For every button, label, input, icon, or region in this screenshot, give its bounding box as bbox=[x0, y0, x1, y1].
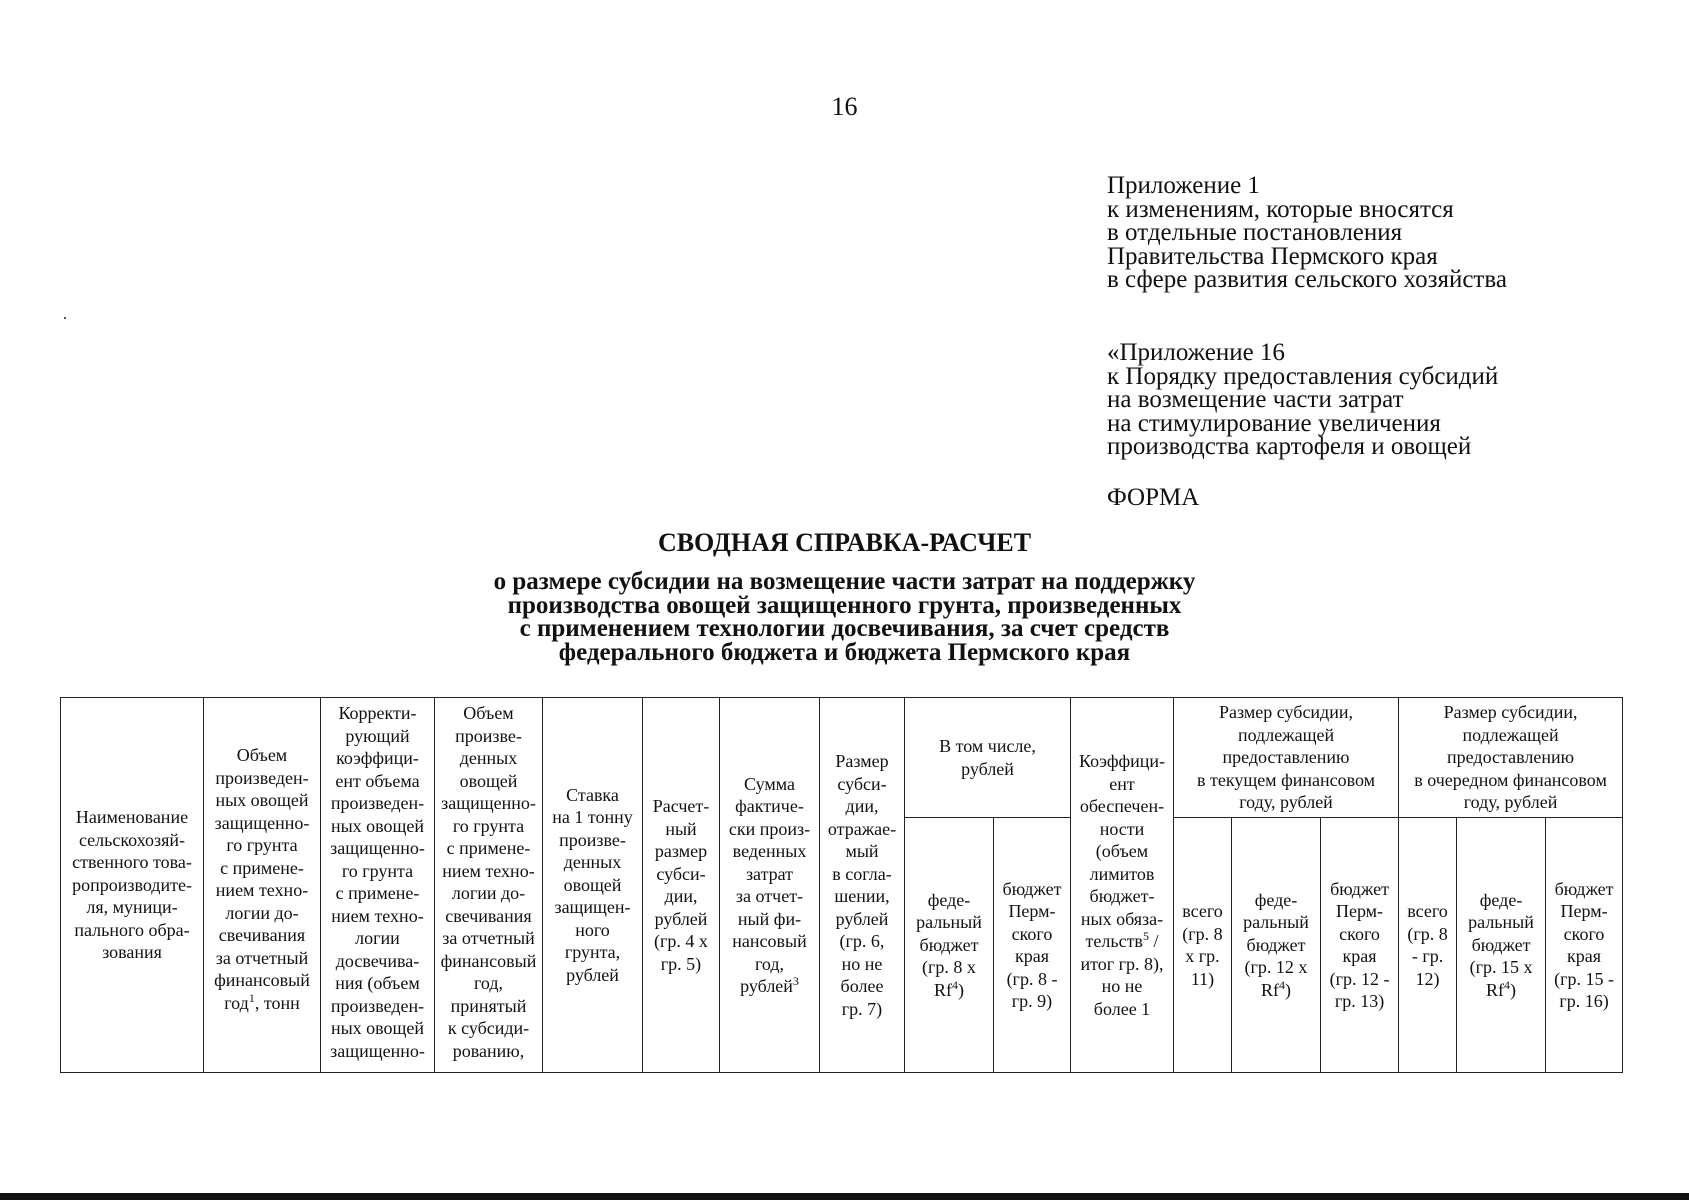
header-current-regional: бюджет Перм- ского края (гр. 12 - гр. 13) bbox=[1321, 818, 1399, 1073]
form-label: ФОРМА bbox=[1107, 484, 1200, 511]
calculation-table bbox=[60, 697, 1623, 1073]
header-rate-per-ton: Ставка на 1 тонну произве- денных овощей защищен- ного грунта, рублей bbox=[543, 698, 643, 1073]
header-volume-produced: Объем произведен- ных овощей защищенно- го грунта с примене- нием техно- логии до- свечивания за отчетный финансовый год$^1$, тонн bbox=[204, 698, 321, 1073]
header-subsidy-agreement: Размер субси- дии, отражае- мый в согла- шении, рублей (гр. 6, но не более гр. 7) bbox=[820, 698, 905, 1073]
header-calculated-subsidy: Расчет- ный размер субси- дии, рублей (гр. 4 х гр. 5) bbox=[643, 698, 720, 1073]
appendix-16-block: «Приложение 16 к Порядку предоставления субсидий на возмещение части затрат на стимулирование увеличения производства картофеля и овощей bbox=[1107, 339, 1499, 460]
header-correction-coefficient: Корректи- рующий коэффици- ент объема произведен- ных овощей защищенно- го грунта с примене- нием техно- логии досвечива- ния (объем произведен- ных овощей защищенно- bbox=[321, 698, 435, 1073]
header-regional-budget: бюджет Перм- ского края (гр. 8 - гр. 9) bbox=[994, 818, 1071, 1073]
header-next-total: всего (гр. 8 - гр. 12) bbox=[1399, 818, 1457, 1073]
appendix-1-block: Приложение 1 к изменениям, которые вносятся в отдельные постановления Правительства Пермского края в сфере развития сельского хозяйства bbox=[1107, 172, 1507, 293]
header-volume-accepted: Объем произве- денных овощей защищенно- го грунта с примене- нием техно- логии до- свечивания за отчетный финансовый год, принятый к субсиди- рованию, bbox=[435, 698, 543, 1073]
header-actual-costs: Сумма фактиче- ски произ- веденных затрат за отчет- ный фи- нансовый год, рублей$^3$ bbox=[720, 698, 820, 1073]
document-subtitle: о размере субсидии на возмещение части затрат на поддержку производства овощей защищенного грунта, произведенных с применением технологии досвечивания, за счет средств федерального бюджета и бюджета Пермского края bbox=[493, 568, 1196, 666]
header-next-regional: бюджет Перм- ского края (гр. 15 - гр. 16) bbox=[1546, 818, 1623, 1073]
header-provision-coefficient: Коэффици- ент обеспечен- ности (объем лимитов бюджет- ных обяза- тельств$^5$ / итог гр. 8), но не более 1 bbox=[1071, 698, 1174, 1073]
header-producer-name: Наименование сельскохозяй- ственного това- ропроизводите- ля, муници- пального обра- зования bbox=[61, 698, 204, 1073]
scan-bottom-edge bbox=[0, 1193, 1689, 1200]
header-group-current-year: Размер субсидии, подлежащей предоставлению в текущем финансовом году, рублей bbox=[1174, 698, 1399, 818]
document-title: СВОДНАЯ СПРАВКА-РАСЧЕТ bbox=[657, 528, 1032, 557]
header-group-next-year: Размер субсидии, подлежащей предоставлению в очередном финансовом году, рублей bbox=[1399, 698, 1623, 818]
page-number: 16 bbox=[831, 92, 858, 121]
header-current-total: всего (гр. 8 х гр. 11) bbox=[1174, 818, 1232, 1073]
header-federal-budget: феде- ральный бюджет (гр. 8 х Rf$^4$) bbox=[905, 818, 994, 1073]
header-group-including: В том числе, рублей bbox=[905, 698, 1071, 818]
scan-speck bbox=[64, 317, 66, 319]
header-current-federal: феде- ральный бюджет (гр. 12 х Rf$^4$) bbox=[1232, 818, 1321, 1073]
header-next-federal: феде- ральный бюджет (гр. 15 х Rf$^4$) bbox=[1457, 818, 1546, 1073]
